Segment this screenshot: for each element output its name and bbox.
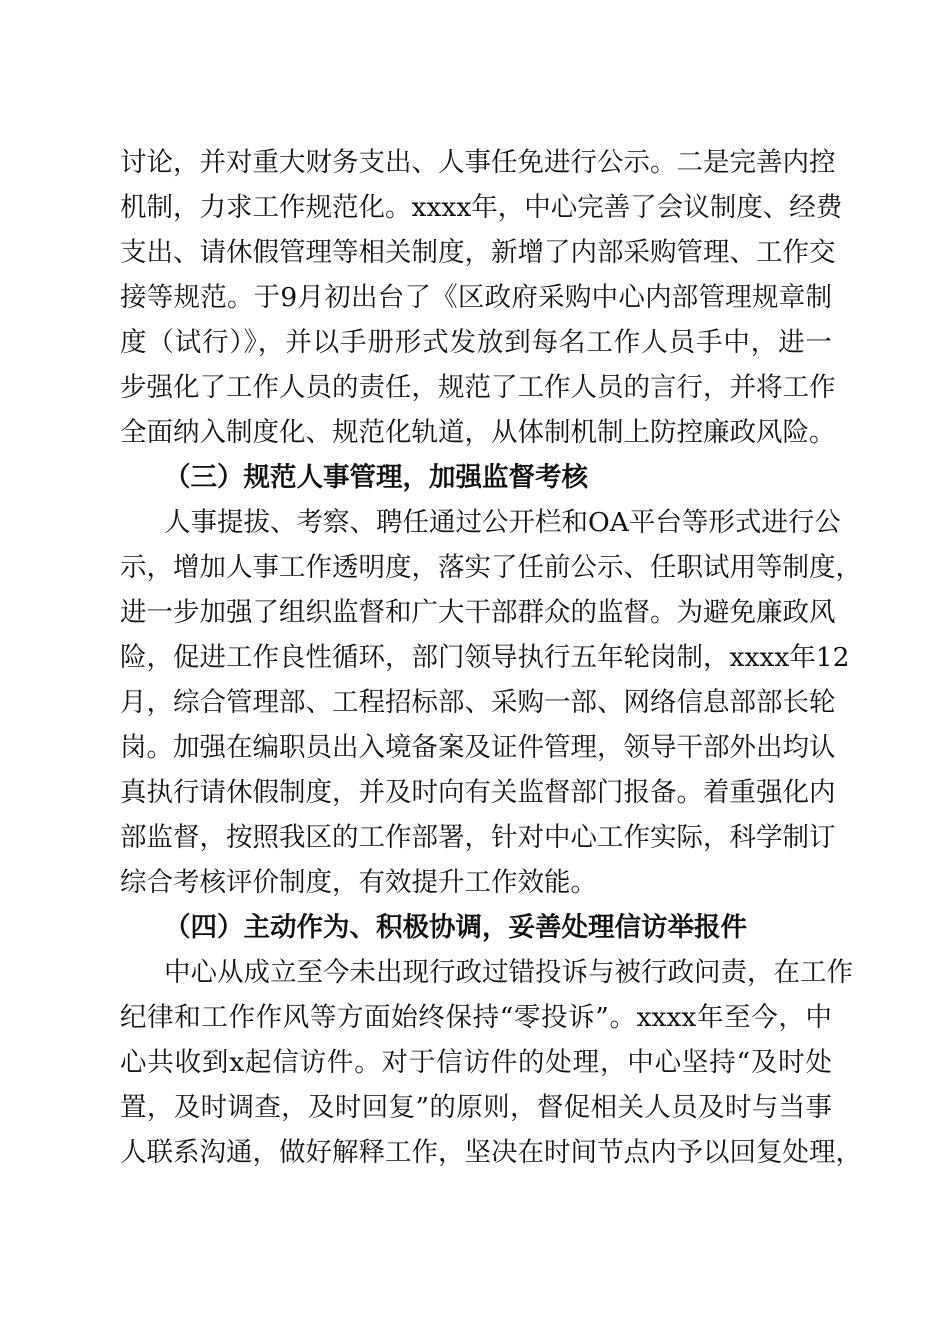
text-line: 支出、请休假管理等相关制度，新增了内部采购管理、工作交 <box>120 237 836 268</box>
text-line: 全面纳入制度化、规范化轨道，从体制机制上防控廉政风险。 <box>120 417 836 448</box>
text-line: 月，综合管理部、工程招标部、采购一部、网络信息部部长轮 <box>120 687 836 718</box>
section-heading-four: （四）主动作为、积极协调，妥善处理信访举报件 <box>164 912 747 943</box>
text-line: 心共收到x起信访件。对于信访件的处理，中心坚持“及时处 <box>120 1047 832 1078</box>
text-line: 讨论，并对重大财务支出、人事任免进行公示。二是完善内控 <box>120 147 836 178</box>
text-line: 人联系沟通，做好解释工作，坚决在时间节点内予以回复处理， <box>120 1137 862 1168</box>
text-line: 接等规范。于9月初出台了《区政府采购中心内部管理规章制 <box>120 282 832 313</box>
text-line: 进一步加强了组织监督和广大干部群众的监督。为避免廉政风 <box>120 597 836 628</box>
text-line: 示，增加人事工作透明度，落实了任前公示、任职试用等制度， <box>120 552 862 583</box>
text-line: 度（试行）》，并以手册形式发放到每名工作人员手中，进一 <box>120 327 832 358</box>
text-line: 置，及时调查，及时回复”的原则，督促相关人员及时与当事 <box>120 1092 832 1123</box>
text-line: 步强化了工作人员的责任，规范了工作人员的言行，并将工作 <box>120 372 836 403</box>
body-text <box>120 140 862 1175</box>
section-heading-three: （三）规范人事管理，加强监督考核 <box>164 462 588 493</box>
text-line: 人事提拔、考察、聘任通过公开栏和OA平台等形式进行公 <box>164 507 841 538</box>
text-line: 岗。加强在编职员出入境备案及证件管理，领导干部外出均认 <box>120 732 836 763</box>
text-line: 纪律和工作作风等方面始终保持“零投诉”。xxxx年至今，中 <box>120 1002 832 1033</box>
text-line: 中心从成立至今未出现行政过错投诉与被行政问责，在工作 <box>164 957 853 988</box>
text-line: 真执行请休假制度，并及时向有关监督部门报备。着重强化内 <box>120 777 836 808</box>
text-line: 部监督，按照我区的工作部署，针对中心工作实际，科学制订 <box>120 822 836 853</box>
text-line: 险，促进工作良性循环，部门领导执行五年轮岗制，xxxx年12 <box>120 642 850 673</box>
text-line: 机制，力求工作规范化。xxxx年，中心完善了会议制度、经费 <box>120 192 843 223</box>
text-line: 综合考核评价制度，有效提升工作效能。 <box>120 867 597 898</box>
